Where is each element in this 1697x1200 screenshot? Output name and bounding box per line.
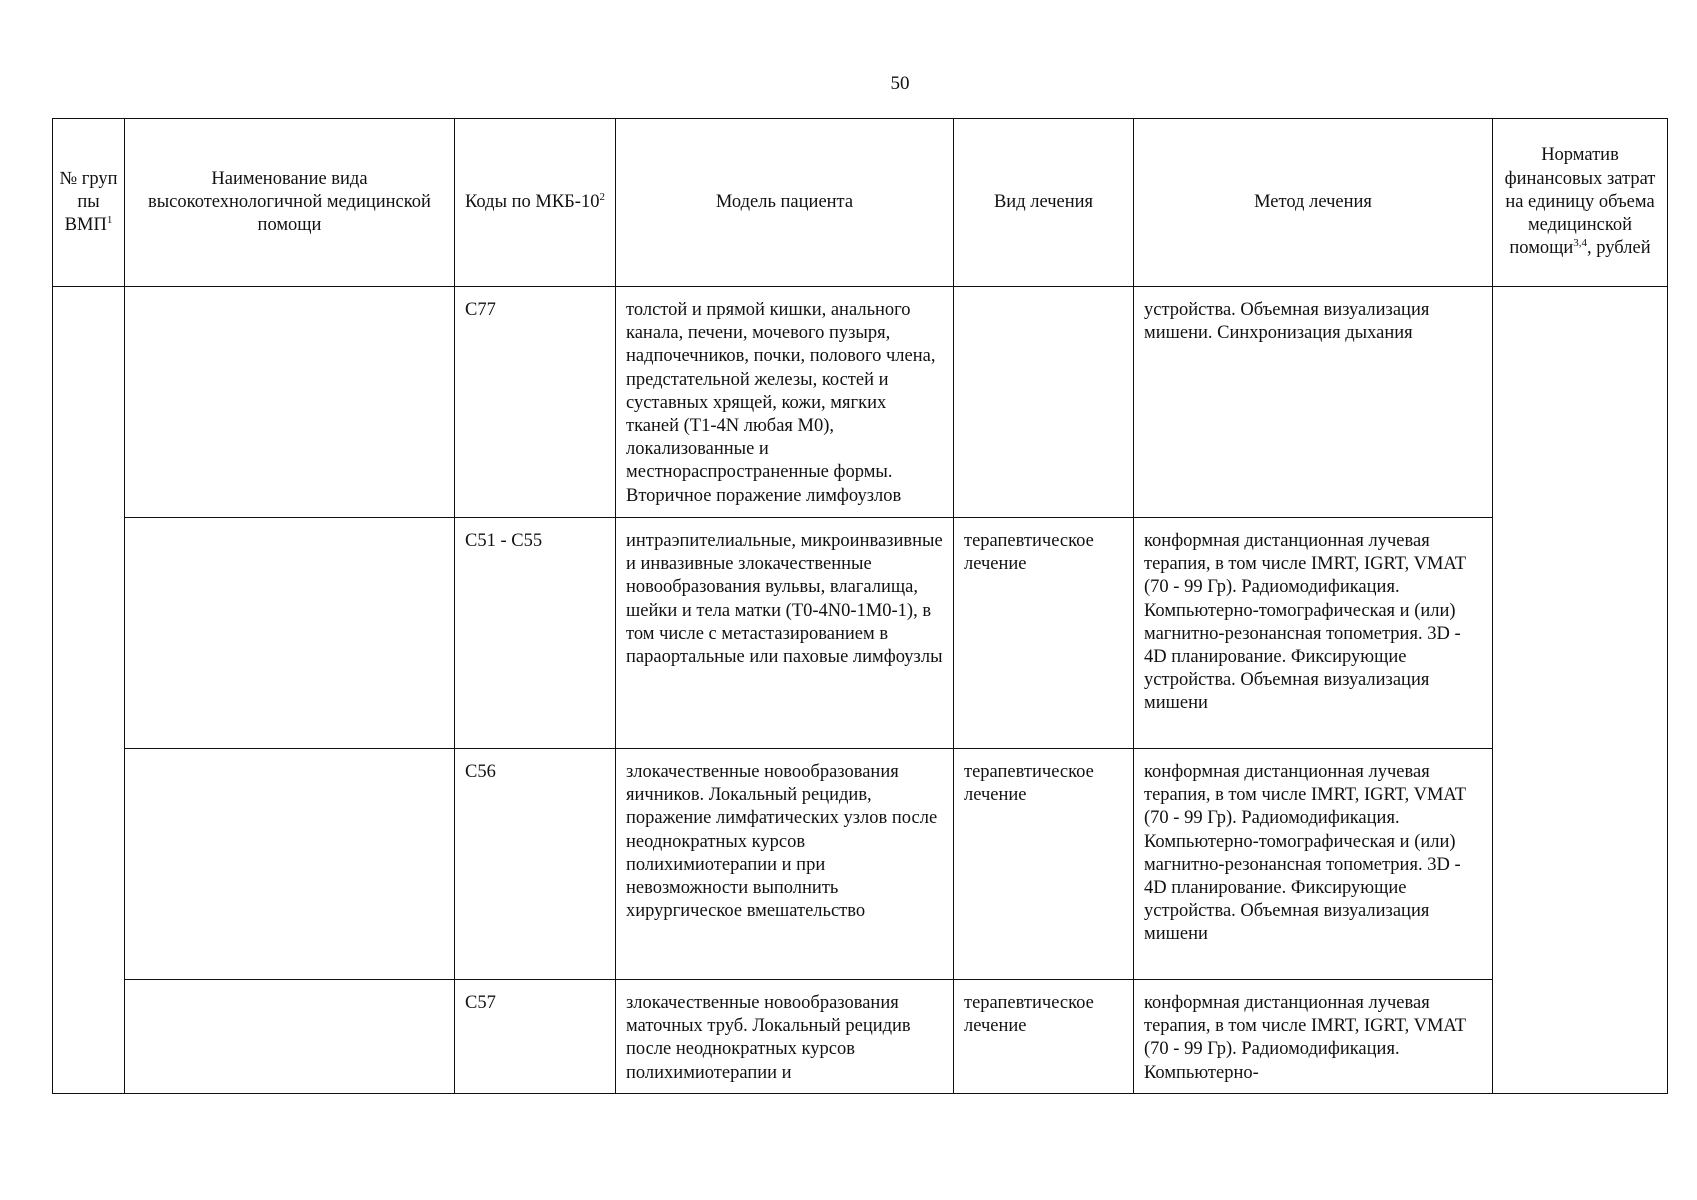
cell-treatment-method: конформная дистанционная лучевая терапия, в том числе IMRT, IGRT, VMAT (70 - 99 Гр). Радиомодификация. Компьютерно-: [1134, 980, 1493, 1094]
header-treatment-type: Вид лечения: [954, 119, 1134, 287]
cell-treatment-type: терапевтическое лечение: [954, 749, 1134, 980]
cell-vmp-name: [125, 287, 455, 518]
header-treatment-method: Метод лечения: [1134, 119, 1493, 287]
table-row: [53, 749, 1668, 980]
cell-icd-code: C57: [455, 980, 616, 1094]
cell-treatment-method: конформная дистанционная лучевая терапия, в том числе IMRT, IGRT, VMAT (70 - 99 Гр). Радиомодификация. Компьютерно-томографическая и (или) магнитно-резонансная топометрия. 3D - 4D планирование. Фиксирующие устройства. Объемная визуализация мишени: [1134, 518, 1493, 749]
cell-cost-standard: [1493, 287, 1668, 1094]
cell-vmp-name: [125, 980, 455, 1094]
cell-treatment-type: терапевтическое лечение: [954, 980, 1134, 1094]
header-cost-standard: Норматив финансовых затрат на единицу объема медицинской помощи$^{3,4}$, рублей: [1493, 119, 1668, 287]
header-vmp-name: Наименование вида высокотехнологичной медицинской помощи: [125, 119, 455, 287]
cell-treatment-method: конформная дистанционная лучевая терапия, в том числе IMRT, IGRT, VMAT (70 - 99 Гр). Радиомодификация. Компьютерно-томографическая и (или) магнитно-резонансная топометрия. 3D - 4D планирование. Фиксирующие устройства. Объемная визуализация мишени: [1134, 749, 1493, 980]
header-icd-codes: Коды по МКБ-$10^2$: [455, 119, 616, 287]
cell-treatment-method: устройства. Объемная визуализация мишени. Синхронизация дыхания: [1134, 287, 1493, 518]
cell-patient-model: злокачественные новообразования яичников. Локальный рецидив, поражение лимфатических узлов после неоднократных курсов полихимиотерапии и при невозможности выполнить хирургическое вмешательство: [616, 749, 954, 980]
table-header-row: [53, 119, 1668, 287]
cell-patient-model: толстой и прямой кишки, анального канала, печени, мочевого пузыря, надпочечников, почки, полового члена, предстательной железы, костей и суставных хрящей, кожи, мягких тканей (T1-4N любая M0), локализованные и местнораспространенные формы. Вторичное поражение лимфоузлов: [616, 287, 954, 518]
cell-treatment-type: терапевтическое лечение: [954, 518, 1134, 749]
header-group-number: № груп пы ВМП$^1$: [53, 119, 125, 287]
header-patient-model: Модель пациента: [616, 119, 954, 287]
cell-treatment-type: [954, 287, 1134, 518]
cell-vmp-name: [125, 749, 455, 980]
cell-icd-code: C56: [455, 749, 616, 980]
cell-vmp-name: [125, 518, 455, 749]
page-number: 50: [890, 73, 910, 94]
cell-icd-code: C77: [455, 287, 616, 518]
cell-patient-model: злокачественные новообразования маточных труб. Локальный рецидив после неоднократных курсов полихимиотерапии и: [616, 980, 954, 1094]
table-row: [53, 518, 1668, 749]
table-row: [53, 980, 1668, 1094]
vmp-table: [52, 118, 1668, 1094]
cell-patient-model: интраэпителиальные, микроинвазивные и инвазивные злокачественные новообразования вульвы, влагалища, шейки и тела матки (T0-4N0-1M0-1), в том числе с метастазированием в параортальные или паховые лимфоузлы: [616, 518, 954, 749]
cell-group-number: [53, 287, 125, 1094]
cell-icd-code: C51 - C55: [455, 518, 616, 749]
table-row: [53, 287, 1668, 518]
